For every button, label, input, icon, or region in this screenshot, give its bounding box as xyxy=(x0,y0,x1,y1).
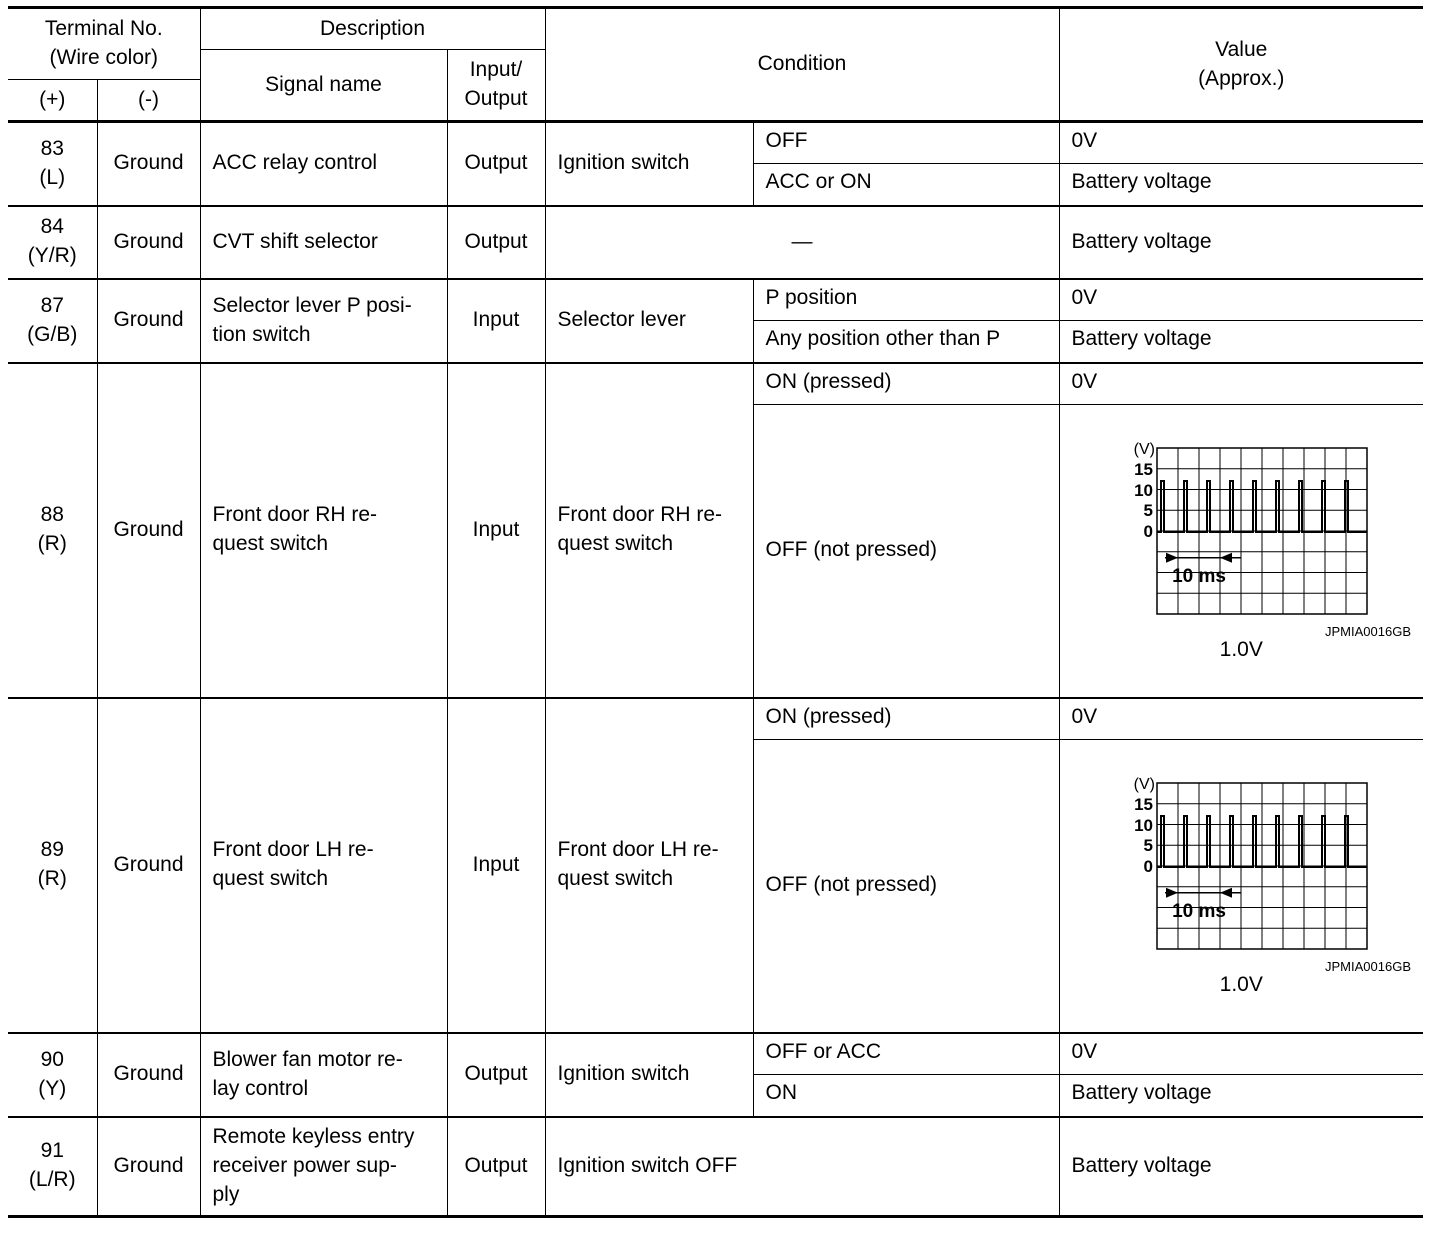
scale-arrow-right xyxy=(1166,888,1178,898)
wire-color: (Y/R) xyxy=(27,244,77,267)
wire-color: (L) xyxy=(39,165,66,189)
condition-state-cell: OFF or ACC xyxy=(753,1033,1059,1075)
table-row xyxy=(8,1117,1423,1217)
condition-line: quest switch xyxy=(557,532,674,555)
waveform-unit-label: (V) xyxy=(1133,441,1156,459)
terminal-number: 88 xyxy=(40,503,64,527)
terminal-cell xyxy=(8,1117,97,1217)
signal-name-line: Front door RH re- xyxy=(212,503,378,527)
waveform xyxy=(1072,436,1412,640)
table-row xyxy=(8,122,1423,164)
ground-cell: Ground xyxy=(97,1117,200,1217)
scale-arrow-right xyxy=(1166,553,1178,563)
condition-cell xyxy=(545,698,753,1033)
condition-state-cell: ON (pressed) xyxy=(753,363,1059,405)
ground-cell: Ground xyxy=(97,122,200,206)
signal-name-cell xyxy=(200,206,447,279)
condition-state-cell: P position xyxy=(753,279,1059,321)
ground-cell: Ground xyxy=(97,279,200,363)
header-input-label: Input/ xyxy=(469,58,523,82)
scale-arrow-left xyxy=(1220,553,1232,563)
header-value-label: Value xyxy=(1215,37,1268,61)
waveform-tick-label: 5 xyxy=(1143,836,1154,856)
value-cell xyxy=(1059,405,1423,698)
header-minus: (-) xyxy=(97,80,200,122)
io-cell: Output xyxy=(447,206,545,279)
wire-color: (G/B) xyxy=(27,322,78,346)
wire-color: (Y) xyxy=(38,1076,67,1100)
signal-name-cell xyxy=(200,698,447,1033)
terminal-cell xyxy=(8,279,97,363)
wire-color: (L/R) xyxy=(28,1168,76,1192)
signal-name-line: tion switch xyxy=(212,322,311,346)
condition-state-cell: Any position other than P xyxy=(753,321,1059,363)
terminal-cell xyxy=(8,206,97,279)
terminal-cell xyxy=(8,1033,97,1117)
ground-cell: Ground xyxy=(97,698,200,1033)
header-condition: Condition xyxy=(545,8,1059,122)
value-cell: 0V xyxy=(1059,122,1423,164)
table-row xyxy=(8,1033,1423,1075)
signal-name-line: lay control xyxy=(212,1076,309,1100)
io-cell: Output xyxy=(447,1033,545,1117)
value-cell xyxy=(1059,740,1423,1033)
value-cell: 0V xyxy=(1059,698,1423,740)
signal-name-cell xyxy=(200,279,447,363)
header-terminal-label: Terminal No. xyxy=(44,17,163,41)
terminal-table xyxy=(8,6,1423,1218)
table-row xyxy=(8,279,1423,321)
ground-cell: Ground xyxy=(97,363,200,698)
waveform-graph xyxy=(1091,436,1412,640)
waveform-code-label: JPMIA0016GB xyxy=(1325,959,1412,975)
value-cell: Battery voltage xyxy=(1059,206,1423,279)
terminal-cell xyxy=(8,363,97,698)
io-cell: Output xyxy=(447,122,545,206)
terminal-number: 90 xyxy=(40,1047,64,1071)
condition-cell: — xyxy=(545,206,1059,279)
io-cell: Input xyxy=(447,698,545,1033)
signal-name-cell xyxy=(200,122,447,206)
io-cell: Input xyxy=(447,279,545,363)
condition-state-cell: ON xyxy=(753,1075,1059,1117)
waveform-tick-label: 15 xyxy=(1134,460,1154,480)
waveform-tick-label: 10 xyxy=(1134,816,1154,836)
value-cell: 0V xyxy=(1059,279,1423,321)
waveform-tick-label: 0 xyxy=(1143,522,1154,542)
waveform-graph xyxy=(1091,771,1412,975)
value-cell: Battery voltage xyxy=(1059,1075,1423,1117)
waveform-tick-label: 5 xyxy=(1143,501,1154,521)
value-cell: 0V xyxy=(1059,1033,1423,1075)
ground-cell: Ground xyxy=(97,1033,200,1117)
io-cell: Output xyxy=(447,1117,545,1217)
signal-name-cell xyxy=(200,363,447,698)
header-approx-label: (Approx.) xyxy=(1198,66,1285,90)
scale-arrow-left xyxy=(1220,888,1232,898)
waveform-value: 1.0V xyxy=(1219,973,1263,997)
condition-state-cell: ON (pressed) xyxy=(753,698,1059,740)
signal-name-line: Blower fan motor re- xyxy=(212,1047,403,1071)
terminal-cell xyxy=(8,698,97,1033)
terminal-number: 87 xyxy=(40,293,64,317)
condition-state-cell: ACC or ON xyxy=(753,164,1059,206)
value-cell: 0V xyxy=(1059,363,1423,405)
ground-cell: Ground xyxy=(97,206,200,279)
signal-name-line: quest switch xyxy=(212,532,329,555)
condition-line: Front door RH re- xyxy=(557,503,723,527)
condition-state-cell: OFF (not pressed) xyxy=(753,740,1059,1033)
signal-name-line: Remote keyless entry xyxy=(212,1124,415,1148)
value-cell: Battery voltage xyxy=(1059,321,1423,363)
value-cell: Battery voltage xyxy=(1059,164,1423,206)
header-value xyxy=(1059,8,1423,122)
signal-name-cell xyxy=(200,1117,447,1217)
condition-state-cell: OFF xyxy=(753,122,1059,164)
condition-cell: Ignition switch xyxy=(545,122,753,206)
io-cell: Input xyxy=(447,363,545,698)
waveform-code-label: JPMIA0016GB xyxy=(1325,624,1412,640)
waveform-tick-label: 10 xyxy=(1134,481,1154,501)
signal-name-line: ACC relay control xyxy=(212,151,378,175)
wire-color: (R) xyxy=(37,532,67,555)
header-plus: (+) xyxy=(8,80,97,122)
terminal-number: 89 xyxy=(40,838,64,862)
condition-cell xyxy=(545,363,753,698)
table-row xyxy=(8,698,1423,740)
waveform-unit-label: (V) xyxy=(1133,776,1156,794)
signal-name-line: ply xyxy=(212,1182,240,1206)
condition-cell: Ignition switch OFF xyxy=(545,1117,1059,1217)
waveform-tick-label: 0 xyxy=(1143,857,1154,877)
header-signal-name: Signal name xyxy=(200,50,447,122)
value-cell: Battery voltage xyxy=(1059,1117,1423,1217)
signal-name-line: receiver power sup- xyxy=(212,1153,397,1177)
condition-state-cell: OFF (not pressed) xyxy=(753,405,1059,698)
signal-name-line: Selector lever P posi- xyxy=(212,293,412,317)
terminal-number: 91 xyxy=(40,1139,64,1163)
waveform-value: 1.0V xyxy=(1219,638,1263,662)
header-wire-color-label: (Wire color) xyxy=(49,46,158,69)
terminal-number: 84 xyxy=(40,215,64,239)
waveform xyxy=(1072,771,1412,975)
table-row xyxy=(8,206,1423,279)
header-input-output xyxy=(447,50,545,122)
signal-name-line: quest switch xyxy=(212,867,329,890)
header-terminal xyxy=(8,8,200,80)
wire-color: (R) xyxy=(37,867,67,890)
signal-name-line: Front door LH re- xyxy=(212,838,374,862)
terminal-number: 83 xyxy=(40,136,64,160)
waveform-scale-label: 10 ms xyxy=(1172,566,1227,588)
terminal-cell xyxy=(8,122,97,206)
signal-name-cell xyxy=(200,1033,447,1117)
header-description: Description xyxy=(200,8,545,50)
header-output-label: Output xyxy=(464,87,528,110)
condition-line: quest switch xyxy=(557,867,674,890)
signal-name-line: CVT shift selector xyxy=(212,229,378,253)
table-row xyxy=(8,363,1423,405)
condition-cell: Ignition switch xyxy=(545,1033,753,1117)
waveform-scale-label: 10 ms xyxy=(1172,901,1227,923)
condition-line: Front door LH re- xyxy=(557,838,719,862)
waveform-tick-label: 15 xyxy=(1134,795,1154,815)
condition-cell: Selector lever xyxy=(545,279,753,363)
